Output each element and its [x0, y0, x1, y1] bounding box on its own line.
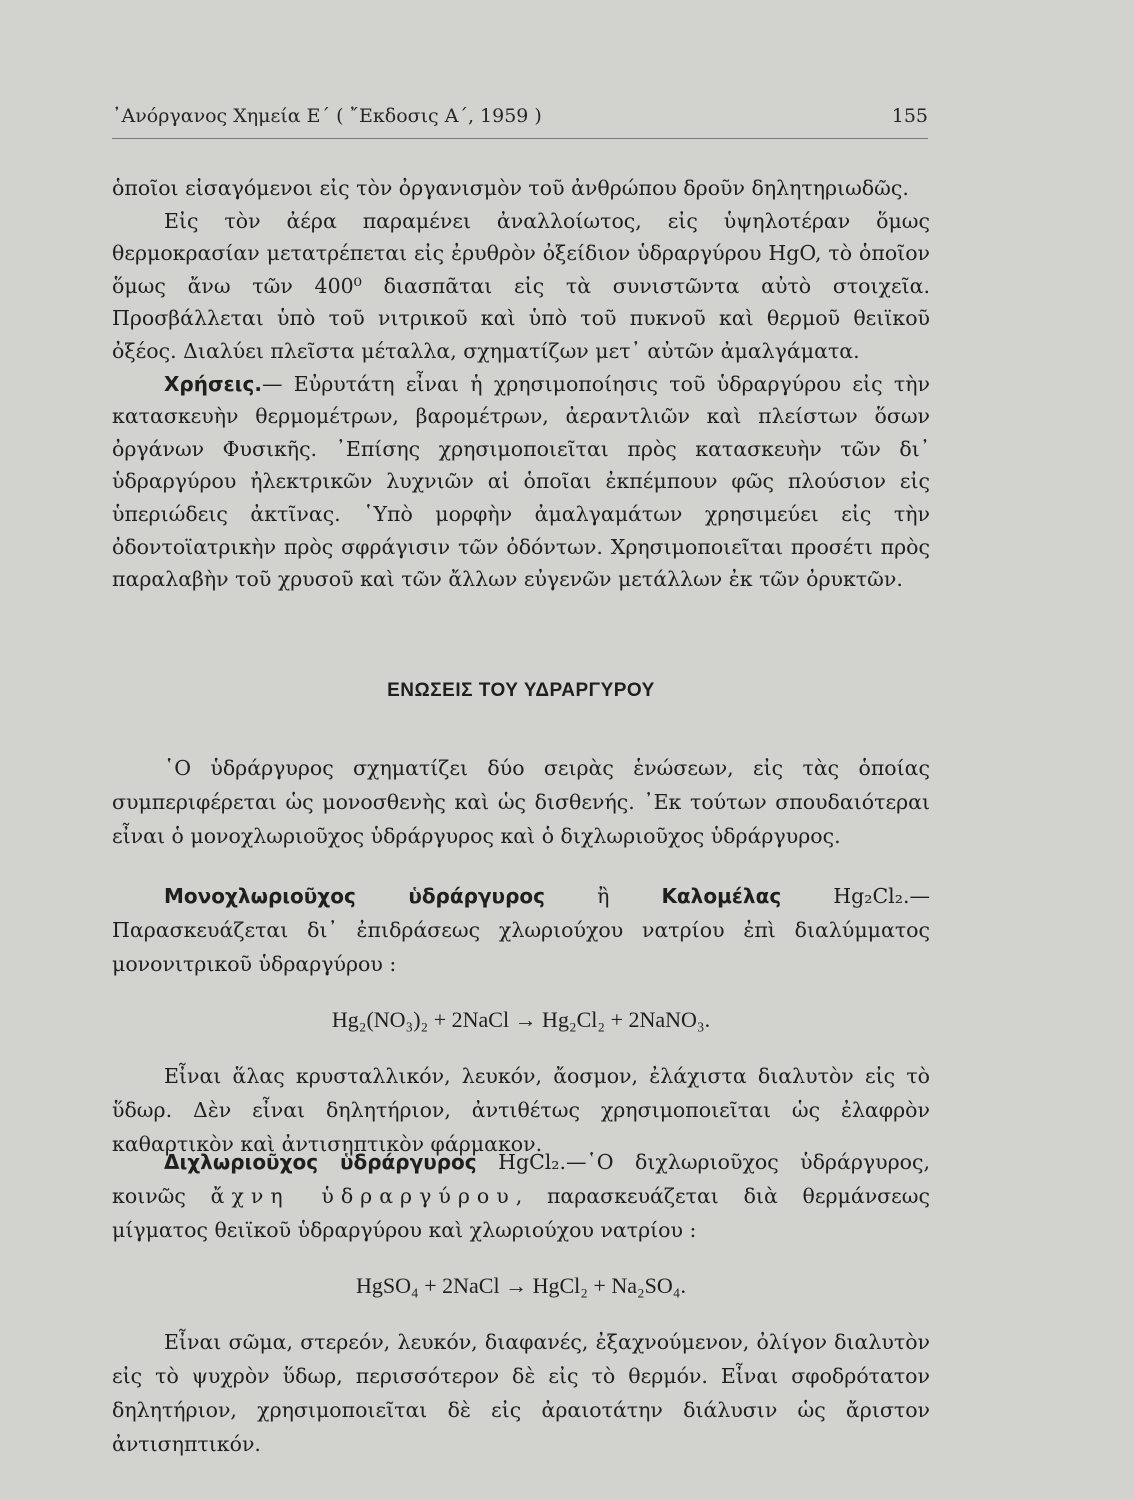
- calomel-formula: Hg₂Cl₂: [833, 883, 903, 908]
- calomel-label: Μονοχλωριοῦχος ὑδράργυρος: [164, 883, 545, 908]
- paragraph-uses: [112, 368, 930, 596]
- sublimate-equation: HgSO₄ + 2NaCl → HgCl₂ + Na₂SO₄.: [356, 1272, 686, 1298]
- header-title: ᾿Ανόργανος Χημεία Ε΄ ( ῎Εκδοσις Α΄, 1959 ): [112, 105, 542, 127]
- uses-text: — Εὐρυτάτη εἶναι ἡ χρησιμοποίησις τοῦ ὑδραργύρου εἰς τὴν κατασκευὴν θερμομέτρων, βαρομέτρων, ἀεραντλιῶν καὶ πλείστων ὅσων ὀργάνων Φυσικῆς. ᾿Επίσης χρησιμοποιεῖται πρὸς κατασκευὴν τῶν δι᾿ ὑδραργύρου ἠλεκτρικῶν λυχνιῶν αἱ ὁποῖαι ἐκπέμπουν φῶς πλούσιον εἰς ὑπεριώδεις ἀκτῖνας. ῾Υπὸ μορφὴν ἀμαλγαμάτων χρησιμεύει εἰς τὴν ὀδοντοϊατρικὴν πρὸς σφράγισιν τῶν ὀδόντων. Χρησιμοποιεῖται προσέτι πρὸς παραλαβὴν τοῦ χρυσοῦ καὶ τῶν ἄλλων εὐγενῶν μετάλλων ἐκ τῶν ὀρυκτῶν.: [112, 371, 930, 592]
- section-intro: [112, 730, 930, 873]
- calomel-description: Εἶναι ἅλας κρυσταλλικόν, λευκόν, ἄοσμον, ἐλάχιστα διαλυτὸν εἰς τὸ ὕδωρ. Δὲν εἶναι δηλητήριον, ἀντιθέτως χρησιμοποιεῖται ὡς ἐλαφρὸν καθαρτικὸν καὶ ἀντισηπτικὸν φάρμακον.: [112, 1063, 930, 1156]
- sublimate-description: Εἶναι σῶμα, στερεόν, λευκόν, διαφανές, ἐξαχνούμενον, ὀλίγον διαλυτὸν εἰς τὸ ψυχρὸν ὕδωρ, περισσότερον δὲ εἰς τὸ θερμόν. Εἶναι σφοδρότατον δηλητήριον, χρησιμοποιεῖται δὲ εἰς ἀραιοτάτην διάλυσιν ὡς ἄριστον ἀντισηπτικόν.: [112, 1329, 930, 1456]
- uses-label: Χρήσεις.: [164, 371, 262, 396]
- sublimate-prep-b: , παρασκευάζεται διὰ θερμάνσεως μίγματος θειϊκοῦ ὑδραργύρου καὶ χλωριούχου νατρίου :: [112, 1183, 930, 1242]
- calomel-label2: Καλομέλας: [661, 883, 782, 908]
- sublimate-spaced-term: ἄχνη ὑδραργύρου: [210, 1183, 516, 1208]
- page-number: 155: [891, 105, 928, 127]
- sublimate-paragraph: [112, 1145, 930, 1247]
- header-rule: [112, 138, 928, 139]
- sublimate-section: [112, 1124, 930, 1481]
- sublimate-formula: HgCl₂: [498, 1149, 560, 1174]
- running-header: [112, 105, 928, 135]
- sublimate-label: Διχλωριοῦχος ὑδράργυρος: [164, 1149, 477, 1174]
- paragraph-properties: Εἰς τὸν ἀέρα παραμένει ἀναλλοίωτος, εἰς ὑψηλοτέραν ὅμως θερμοκρασίαν μετατρέπεται εἰς ἐρυθρὸν ὀξείδιον ὑδραργύρου HgO, τὸ ὁποῖον ὅμως ἄνω τῶν 400⁰ διασπᾶται εἰς τὰ συνιστῶντα αὐτὸ στοιχεῖα. Προσβάλλεται ὑπὸ τοῦ νιτρικοῦ καὶ ὑπὸ τοῦ πυκνοῦ καὶ θερμοῦ θειϊκοῦ ὀξέος. Διαλύει πλεῖστα μέταλλα, σχηματίζων μετ᾿ αὐτῶν ἀμαλγάματα.: [112, 208, 930, 363]
- section-heading: ΕΝΩΣΕΙΣ ΤΟΥ ΥΔΡΑΡΓΥΡΟΥ: [387, 680, 655, 701]
- sublimate-prep-a: .—῾Ο διχλωριοῦχος ὑδράργυρος, κοινῶς: [112, 1149, 930, 1208]
- intro-text: [112, 172, 930, 596]
- calomel-prep: .— Παρασκευάζεται δι᾿ ἐπιδράσεως χλωριούχου νατρίου ἐπὶ διαλύμματος μονονιτρικοῦ ὑδραργύρου :: [112, 883, 930, 976]
- continuation-line: ὁποῖοι εἰσαγόμενοι εἰς τὸν ὀργανισμὸν τοῦ ἀνθρώπου δροῦν δηλητηριωδῶς.: [112, 176, 909, 200]
- calomel-equation: Hg₂(NO₃)₂ + 2NaCl → Hg₂Cl₂ + 2NaNO₃.: [331, 1006, 711, 1032]
- section-intro-paragraph: ῾Ο ὑδράργυρος σχηματίζει δύο σειρὰς ἑνώσεων, εἰς τὰς ὁποίας συμπεριφέρεται ὡς μονοσθενὴς καὶ ὡς δισθενής. ᾿Εκ τούτων σπουδαιότεραι εἶναι ὁ μονοχλωριοῦχος ὑδράργυρος καὶ ὁ διχλωριοῦχος ὑδράργυρος.: [112, 755, 930, 848]
- calomel-paragraph: [112, 879, 930, 981]
- calomel-or: ἢ: [597, 883, 610, 908]
